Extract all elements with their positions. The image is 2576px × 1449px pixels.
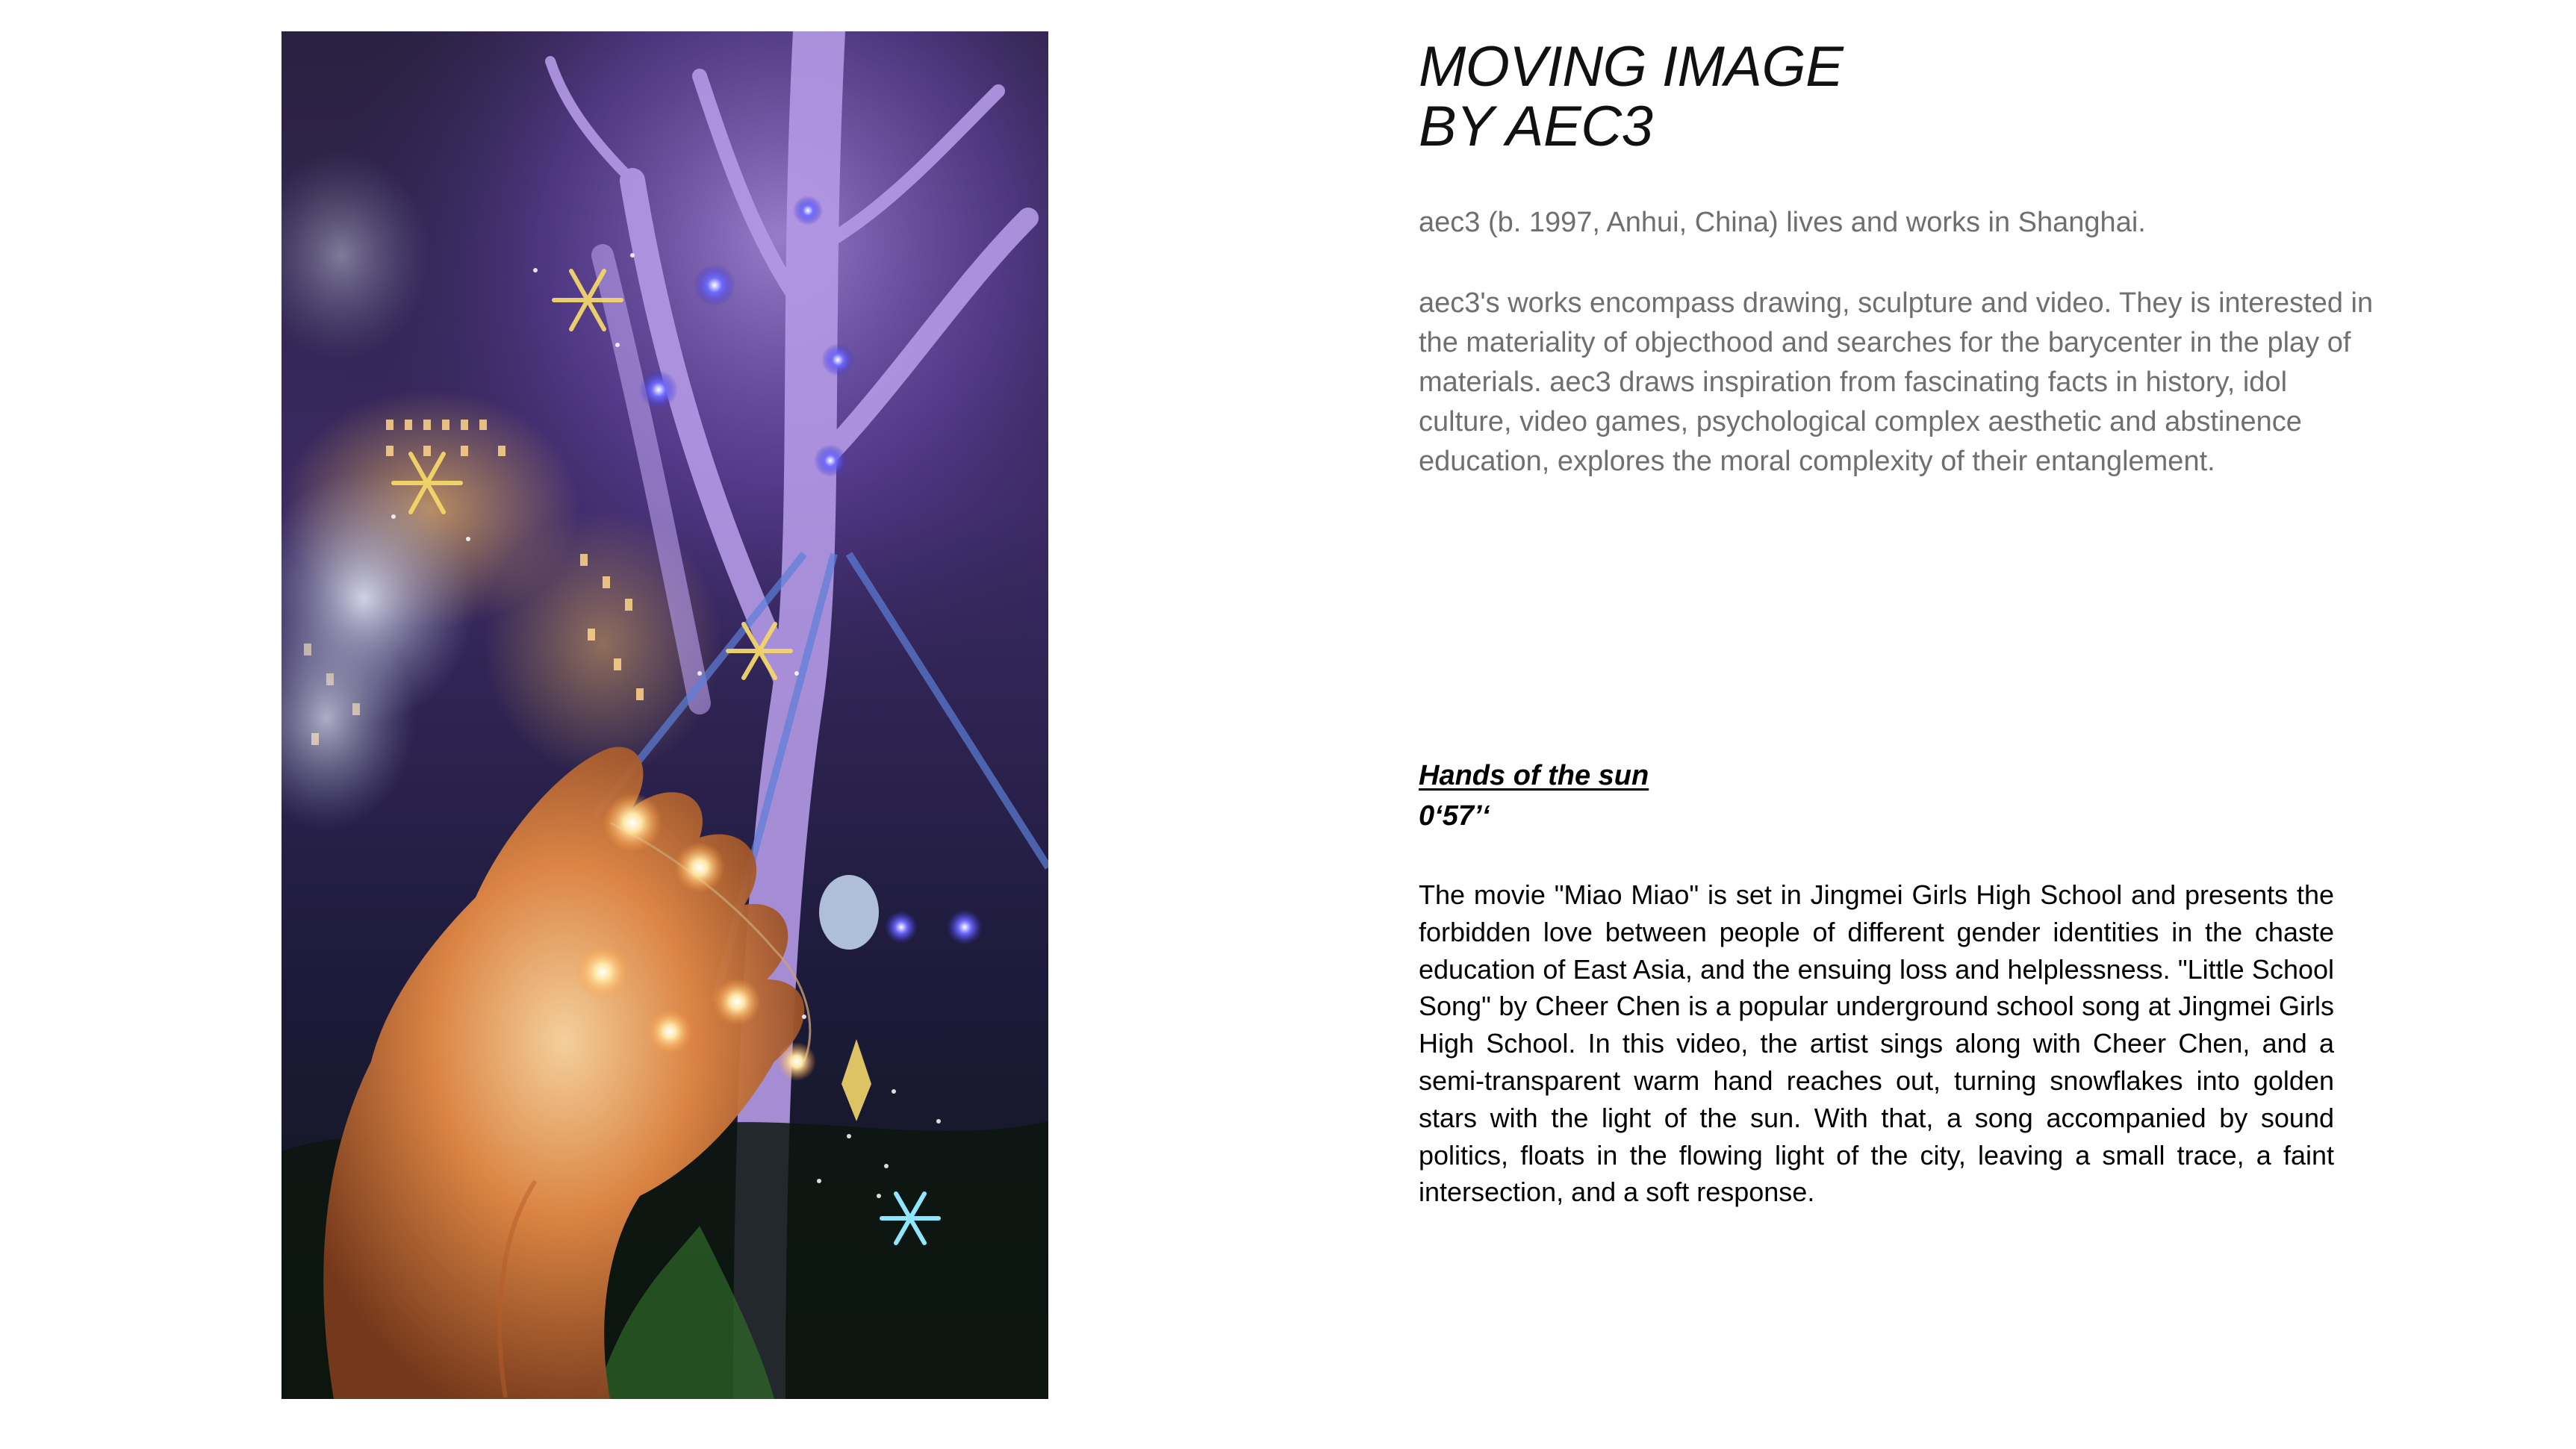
title-line-artist: BY AEC3 [1419, 95, 1653, 158]
artwork-still-image [281, 31, 1048, 1399]
title-line-moving-image: MOVING IMAGE [1419, 35, 1844, 99]
work-description: The movie "Miao Miao" is set in Jingmei Girls High School and presents the forbidden love between people of different gender identities in the chaste education of East Asia, and the ensuing loss and helplessness. "Little School Song" by Cheer Chen is a popular underground school song at Jingmei Girls High School. In this video, the artist sings along with Cheer Chen, and a semi-transparent warm hand reaches out, turning snowflakes into golden stars with the light of the sun. With that, a song accompanied by sound politics, floats in the flowing light of the city, leaving a small trace, a faint intersection, and a soft response. [1419, 879, 2334, 1208]
artist-bio-intro: aec3 (b. 1997, Anhui, China) lives and works in Shanghai. [1419, 207, 2146, 238]
page-title [1419, 37, 2389, 157]
work-title: Hands of the sun [1419, 760, 1649, 791]
work-duration: 0‘57’‘ [1419, 800, 1490, 832]
artist-bio-practice: aec3's works encompass drawing, sculpture and video. They is interested in the materiality of objecthood and searches for the barycenter in the play of materials. aec3 draws inspiration from fascinating facts in history, idol culture, video games, psychological complex aesthetic and abstinence education, explores the moral complexity of their entanglement. [1419, 287, 2374, 477]
